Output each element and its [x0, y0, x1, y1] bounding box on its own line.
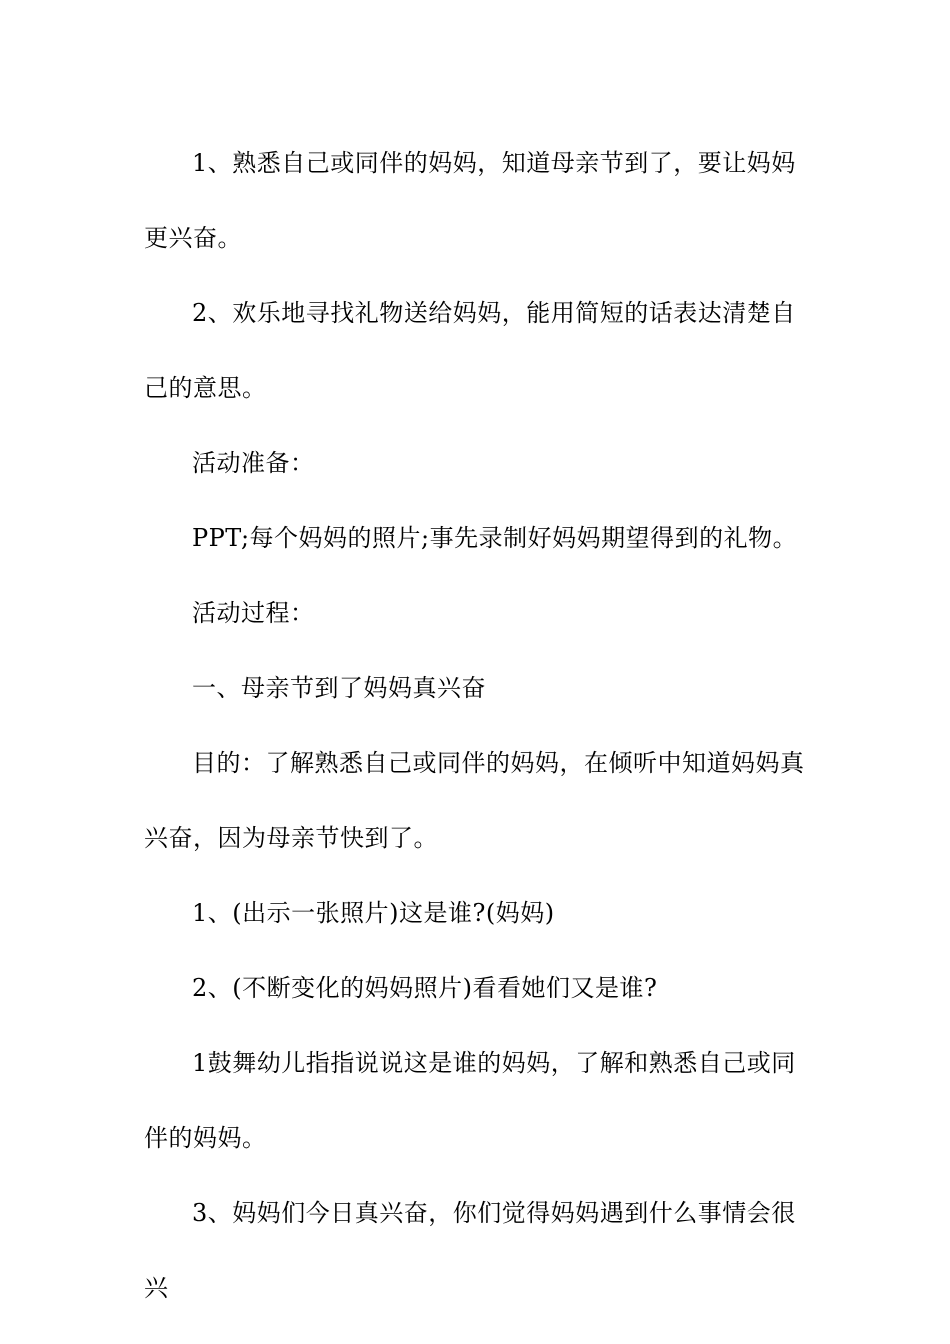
heading-preparation: 活动准备： — [192, 449, 315, 477]
paragraph-step-1: 1、(出示一张照片)这是谁?(妈妈) — [192, 899, 555, 927]
paragraph-objective-2: 2、欢乐地寻找礼物送给妈妈，能用简短的话表达清楚自己的意思。 — [144, 299, 796, 402]
paragraph-objective-1: 1、熟悉自己或同伴的妈妈，知道母亲节到了，要让妈妈更兴奋。 — [144, 149, 796, 252]
paragraph-step-2: 2、(不断变化的妈妈照片)看看她们又是谁? — [192, 974, 658, 1002]
paragraph-purpose: 目的：了解熟悉自己或同伴的妈妈，在倾听中知道妈妈真兴奋，因为母亲节快到了。 — [144, 749, 805, 852]
document-body — [144, 126, 808, 1326]
heading-section-one: 一、母亲节到了妈妈真兴奋 — [192, 674, 486, 702]
heading-process: 活动过程： — [192, 599, 315, 627]
paragraph-encourage: 1鼓舞幼儿指指说说这是谁的妈妈，了解和熟悉自己或同伴的妈妈。 — [144, 1049, 796, 1152]
paragraph-step-3: 3、妈妈们今日真兴奋，你们觉得妈妈遇到什么事情会很兴 — [144, 1199, 796, 1302]
paragraph-materials: PPT;每个妈妈的照片;事先录制好妈妈期望得到的礼物。 — [192, 524, 798, 552]
